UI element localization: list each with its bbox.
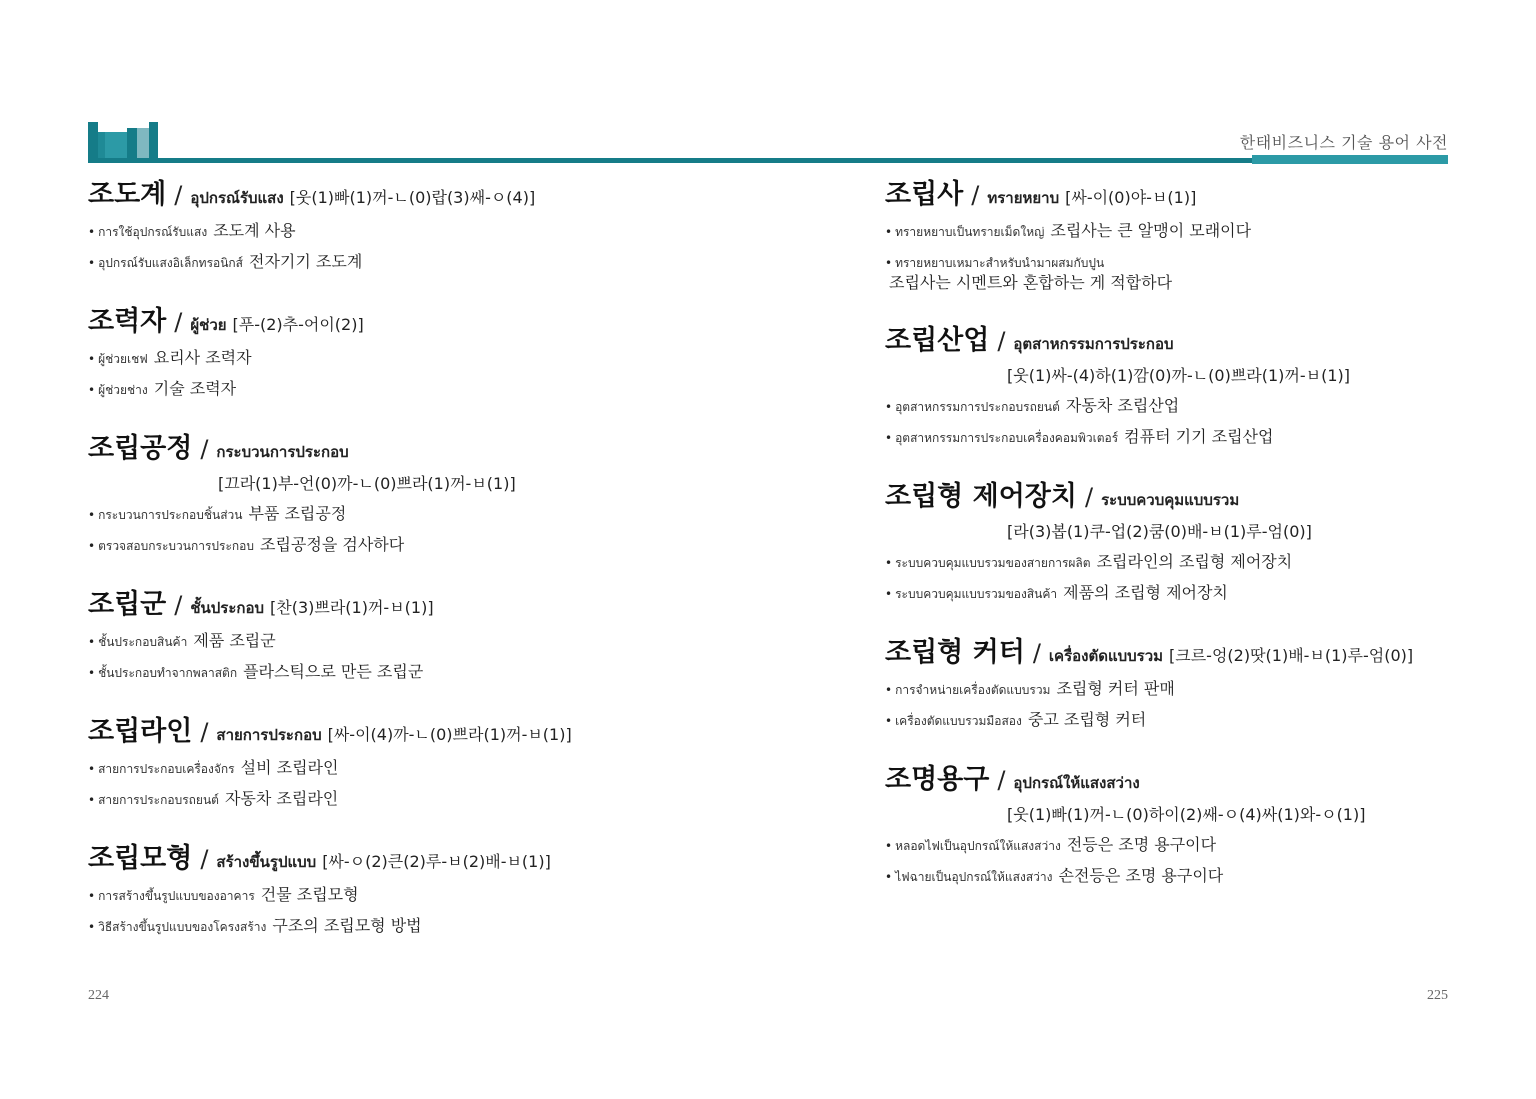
dictionary-entry xyxy=(885,318,1445,448)
example-item xyxy=(88,379,788,400)
example-korean: 기술 조력자 xyxy=(153,379,237,398)
separator-slash: / xyxy=(174,591,183,619)
dictionary-entry xyxy=(88,709,788,810)
example-item xyxy=(88,885,788,906)
bullet-icon: • xyxy=(88,762,96,776)
example-thai: อุตสาหกรรมการประกอบรถยนต์ xyxy=(895,400,1060,414)
separator-slash: / xyxy=(997,327,1006,355)
entry-thai-translation: สร้างขึ้นรูปแบบ xyxy=(216,853,317,871)
example-thai: ตรวจสอบกระบวนการประกอบ xyxy=(98,539,254,553)
entry-thai-translation: ระบบควบคุมแบบรวม xyxy=(1101,491,1240,509)
entry-term: 조립군 xyxy=(88,589,167,620)
example-thai: ระบบควบคุมแบบรวมของสินค้า xyxy=(895,587,1058,601)
entry-pronunciation: [웃(1)빠(1)꺼-ㄴ(0)하이(2)쌔-ㅇ(4)싸(1)와-ㅇ(1)] xyxy=(1007,805,1366,824)
example-thai: วิธีสร้างขึ้นรูปแบบของโครงสร้าง xyxy=(98,920,267,934)
entry-headline xyxy=(885,630,1445,669)
entry-headline xyxy=(88,582,788,621)
example-item xyxy=(88,348,788,369)
example-korean: 제품의 조립형 제어장치 xyxy=(1063,583,1228,602)
left-page-entries xyxy=(88,172,788,963)
example-korean: 전자기기 조도계 xyxy=(249,252,363,271)
entry-pronunciation: [싸-이(0)야-ㅂ(1)] xyxy=(1065,188,1197,207)
bullet-icon: • xyxy=(885,556,893,570)
dictionary-entry xyxy=(885,172,1445,292)
example-item xyxy=(885,396,1445,417)
bullet-icon: • xyxy=(885,870,893,884)
example-thai: การใช้อุปกรณ์รับแสง xyxy=(98,225,208,239)
separator-slash: / xyxy=(174,308,183,336)
separator-slash: / xyxy=(997,766,1006,794)
example-korean: 조도계 사용 xyxy=(213,221,296,240)
header-rule xyxy=(88,158,1448,163)
example-korean: 조립사는 큰 알맹이 모래이다 xyxy=(1050,221,1252,240)
example-item xyxy=(885,679,1445,700)
example-list xyxy=(88,885,788,937)
entry-pronunciation: [싸-이(4)까-ㄴ(0)쁘라(1)꺼-ㅂ(1)] xyxy=(327,725,572,744)
example-korean: 손전등은 조명 용구이다 xyxy=(1058,866,1224,885)
example-korean: 조립형 커터 판매 xyxy=(1056,679,1175,698)
header-accent-bar xyxy=(1252,155,1448,164)
example-item xyxy=(88,535,788,556)
entry-term: 조립라인 xyxy=(88,716,193,747)
entry-thai-translation: สายการประกอบ xyxy=(216,726,322,744)
bullet-icon: • xyxy=(88,225,96,239)
entry-headline xyxy=(88,172,788,211)
bullet-icon: • xyxy=(88,920,96,934)
dictionary-entry xyxy=(885,630,1445,731)
example-korean: 부품 조립공정 xyxy=(248,504,347,523)
separator-slash: / xyxy=(174,181,183,209)
entry-headline xyxy=(885,474,1445,513)
entry-term: 조명용구 xyxy=(885,764,990,795)
example-thai: การสร้างขึ้นรูปแบบของอาคาร xyxy=(98,889,255,903)
example-korean: 자동차 조립라인 xyxy=(224,789,339,808)
entry-thai-translation: เครื่องตัดแบบรวม xyxy=(1048,647,1164,665)
entry-pronunciation: [찬(3)쁘라(1)꺼-ㅂ(1)] xyxy=(270,598,434,617)
right-page-entries xyxy=(885,172,1445,913)
example-thai: อุตสาหกรรมการประกอบเครื่องคอมพิวเตอร์ xyxy=(895,431,1119,445)
example-thai: กระบวนการประกอบชิ้นส่วน xyxy=(98,508,243,522)
bullet-icon: • xyxy=(885,714,893,728)
bullet-icon: • xyxy=(885,839,893,853)
separator-slash: / xyxy=(1084,483,1094,511)
entry-term: 조립형 커터 xyxy=(885,637,1025,668)
example-korean: 건물 조립모형 xyxy=(260,885,359,904)
example-item xyxy=(88,789,788,810)
example-item xyxy=(88,504,788,525)
example-item xyxy=(885,583,1445,604)
separator-slash: / xyxy=(200,435,209,463)
entry-thai-translation: อุตสาหกรรมการประกอบ xyxy=(1013,335,1174,353)
entry-pronunciation: [싸-ㅇ(2)큰(2)루-ㅂ(2)배-ㅂ(1)] xyxy=(322,852,551,871)
separator-slash: / xyxy=(200,718,209,746)
example-thai: หลอดไฟเป็นอุปกรณ์ให้แสงสว่าง xyxy=(895,839,1061,853)
example-thai: สายการประกอบรถยนต์ xyxy=(98,793,219,807)
example-korean: 제품 조립군 xyxy=(193,631,276,650)
example-list xyxy=(885,221,1445,292)
example-item xyxy=(88,916,788,937)
entry-headline xyxy=(885,318,1445,357)
entry-thai-translation: ทรายหยาบ xyxy=(987,189,1060,207)
example-korean: 구조의 조립모형 방법 xyxy=(272,916,422,935)
example-list xyxy=(885,835,1445,887)
example-item xyxy=(885,552,1445,573)
page-number-right: 225 xyxy=(1427,988,1448,1003)
dictionary-entry xyxy=(88,299,788,400)
entry-term: 조력자 xyxy=(88,306,167,337)
bullet-icon: • xyxy=(885,225,893,239)
entry-thai-translation: ผู้ช่วย xyxy=(190,316,227,334)
example-korean: 전등은 조명 용구이다 xyxy=(1066,835,1217,854)
book-logo xyxy=(88,118,160,162)
entry-pronunciation: [푸-(2)추-어이(2)] xyxy=(232,315,364,334)
entry-headline xyxy=(885,172,1445,211)
example-thai: อุปกรณ์รับแสงอิเล็กทรอนิกส์ xyxy=(98,256,244,270)
bullet-icon: • xyxy=(885,400,893,414)
example-thai: ไฟฉายเป็นอุปกรณ์ให้แสงสว่าง xyxy=(895,870,1053,884)
example-korean: 조립라인의 조립형 제어장치 xyxy=(1096,552,1293,571)
dictionary-entry xyxy=(88,426,788,556)
dictionary-entry xyxy=(885,757,1445,887)
entry-headline xyxy=(88,709,788,748)
entry-term: 조립공정 xyxy=(88,433,193,464)
entry-thai-translation: อุปกรณ์ให้แสงสว่าง xyxy=(1013,774,1140,792)
example-item xyxy=(88,221,788,242)
example-thai: ชั้นประกอบทำจากพลาสติก xyxy=(98,666,238,680)
example-list xyxy=(885,679,1445,731)
bullet-icon: • xyxy=(88,889,96,903)
book-title: 한태비즈니스 기술 용어 사전 xyxy=(1239,133,1448,152)
bullet-icon: • xyxy=(885,587,893,601)
example-thai: ระบบควบคุมแบบรวมของสายการผลิต xyxy=(895,556,1091,570)
entry-term: 조도계 xyxy=(88,179,167,210)
example-thai: ผู้ช่วยช่าง xyxy=(98,383,148,397)
example-list xyxy=(885,552,1445,604)
bullet-icon: • xyxy=(88,383,96,397)
example-item xyxy=(885,835,1445,856)
bullet-icon: • xyxy=(885,256,893,270)
entry-headline xyxy=(88,299,788,338)
example-list xyxy=(88,221,788,273)
bullet-icon: • xyxy=(885,431,893,445)
entry-headline xyxy=(88,836,788,875)
dictionary-entry xyxy=(885,474,1445,604)
example-thai: สายการประกอบเครื่องจักร xyxy=(98,762,235,776)
example-list xyxy=(885,396,1445,448)
page-number-left: 224 xyxy=(88,988,109,1003)
entry-term: 조립사 xyxy=(885,179,964,210)
example-item xyxy=(885,221,1445,242)
bullet-icon: • xyxy=(885,683,893,697)
example-korean: 중고 조립형 커터 xyxy=(1027,710,1147,729)
example-korean: 조립사는 시멘트와 혼합하는 게 적합하다 xyxy=(889,273,1173,292)
dictionary-entry xyxy=(88,582,788,683)
separator-slash: / xyxy=(1032,639,1041,667)
example-thai: การจำหน่ายเครื่องตัดแบบรวม xyxy=(895,683,1051,697)
example-korean: 설비 조립라인 xyxy=(240,758,339,777)
dictionary-entry xyxy=(88,836,788,937)
entry-pronunciation: [웃(1)빠(1)꺼-ㄴ(0)랍(3)쌔-ㅇ(4)] xyxy=(289,188,536,207)
dictionary-entry xyxy=(88,172,788,273)
example-item xyxy=(88,758,788,779)
separator-slash: / xyxy=(971,181,980,209)
example-korean: 조립공정을 검사하다 xyxy=(260,535,405,554)
example-item xyxy=(885,252,1445,292)
example-thai: ทรายหยาบเป็นทรายเม็ดใหญ่ xyxy=(895,225,1045,239)
example-thai: ทรายหยาบเหมาะสำหรับนำมาผสมกับปูน xyxy=(895,256,1105,270)
entry-thai-translation: อุปกรณ์รับแสง xyxy=(190,189,284,207)
example-korean: 컴퓨터 기기 조립산업 xyxy=(1124,427,1274,446)
bullet-icon: • xyxy=(88,666,96,680)
example-item xyxy=(885,427,1445,448)
example-item xyxy=(88,662,788,683)
entry-headline xyxy=(885,757,1445,796)
example-thai: เครื่องตัดแบบรวมมือสอง xyxy=(895,714,1022,728)
example-korean: 자동차 조립산업 xyxy=(1065,396,1180,415)
entry-thai-translation: กระบวนการประกอบ xyxy=(216,443,349,461)
entry-term: 조립산업 xyxy=(885,325,990,356)
example-korean: 플라스틱으로 만든 조립군 xyxy=(243,662,424,681)
example-item xyxy=(88,252,788,273)
bullet-icon: • xyxy=(88,635,96,649)
separator-slash: / xyxy=(200,845,209,873)
example-list xyxy=(88,758,788,810)
bullet-icon: • xyxy=(88,508,96,522)
entry-pronunciation: [끄라(1)부-언(0)까-ㄴ(0)쁘라(1)꺼-ㅂ(1)] xyxy=(218,474,516,493)
example-item xyxy=(885,710,1445,731)
entry-pronunciation: [웃(1)싸-(4)하(1)깜(0)까-ㄴ(0)쁘라(1)꺼-ㅂ(1)] xyxy=(1007,366,1351,385)
entry-term: 조립모형 xyxy=(88,843,193,874)
example-list xyxy=(88,348,788,400)
example-korean: 요리사 조력자 xyxy=(153,348,252,367)
example-list xyxy=(88,631,788,683)
example-item xyxy=(88,631,788,652)
bullet-icon: • xyxy=(88,539,96,553)
example-list xyxy=(88,504,788,556)
bullet-icon: • xyxy=(88,352,96,366)
entry-thai-translation: ชั้นประกอบ xyxy=(190,599,265,617)
entry-pronunciation: [크르-엉(2)땃(1)배-ㅂ(1)루-엄(0)] xyxy=(1169,646,1414,665)
bullet-icon: • xyxy=(88,256,96,270)
entry-term: 조립형 제어장치 xyxy=(885,481,1077,512)
entry-headline xyxy=(88,426,788,465)
example-item xyxy=(885,866,1445,887)
example-thai: ผู้ช่วยเชฟ xyxy=(98,352,148,366)
bullet-icon: • xyxy=(88,793,96,807)
example-thai: ชั้นประกอบสินค้า xyxy=(98,635,188,649)
entry-pronunciation: [라(3)봅(1)쿠-업(2)쿰(0)배-ㅂ(1)루-엄(0)] xyxy=(1007,522,1312,541)
